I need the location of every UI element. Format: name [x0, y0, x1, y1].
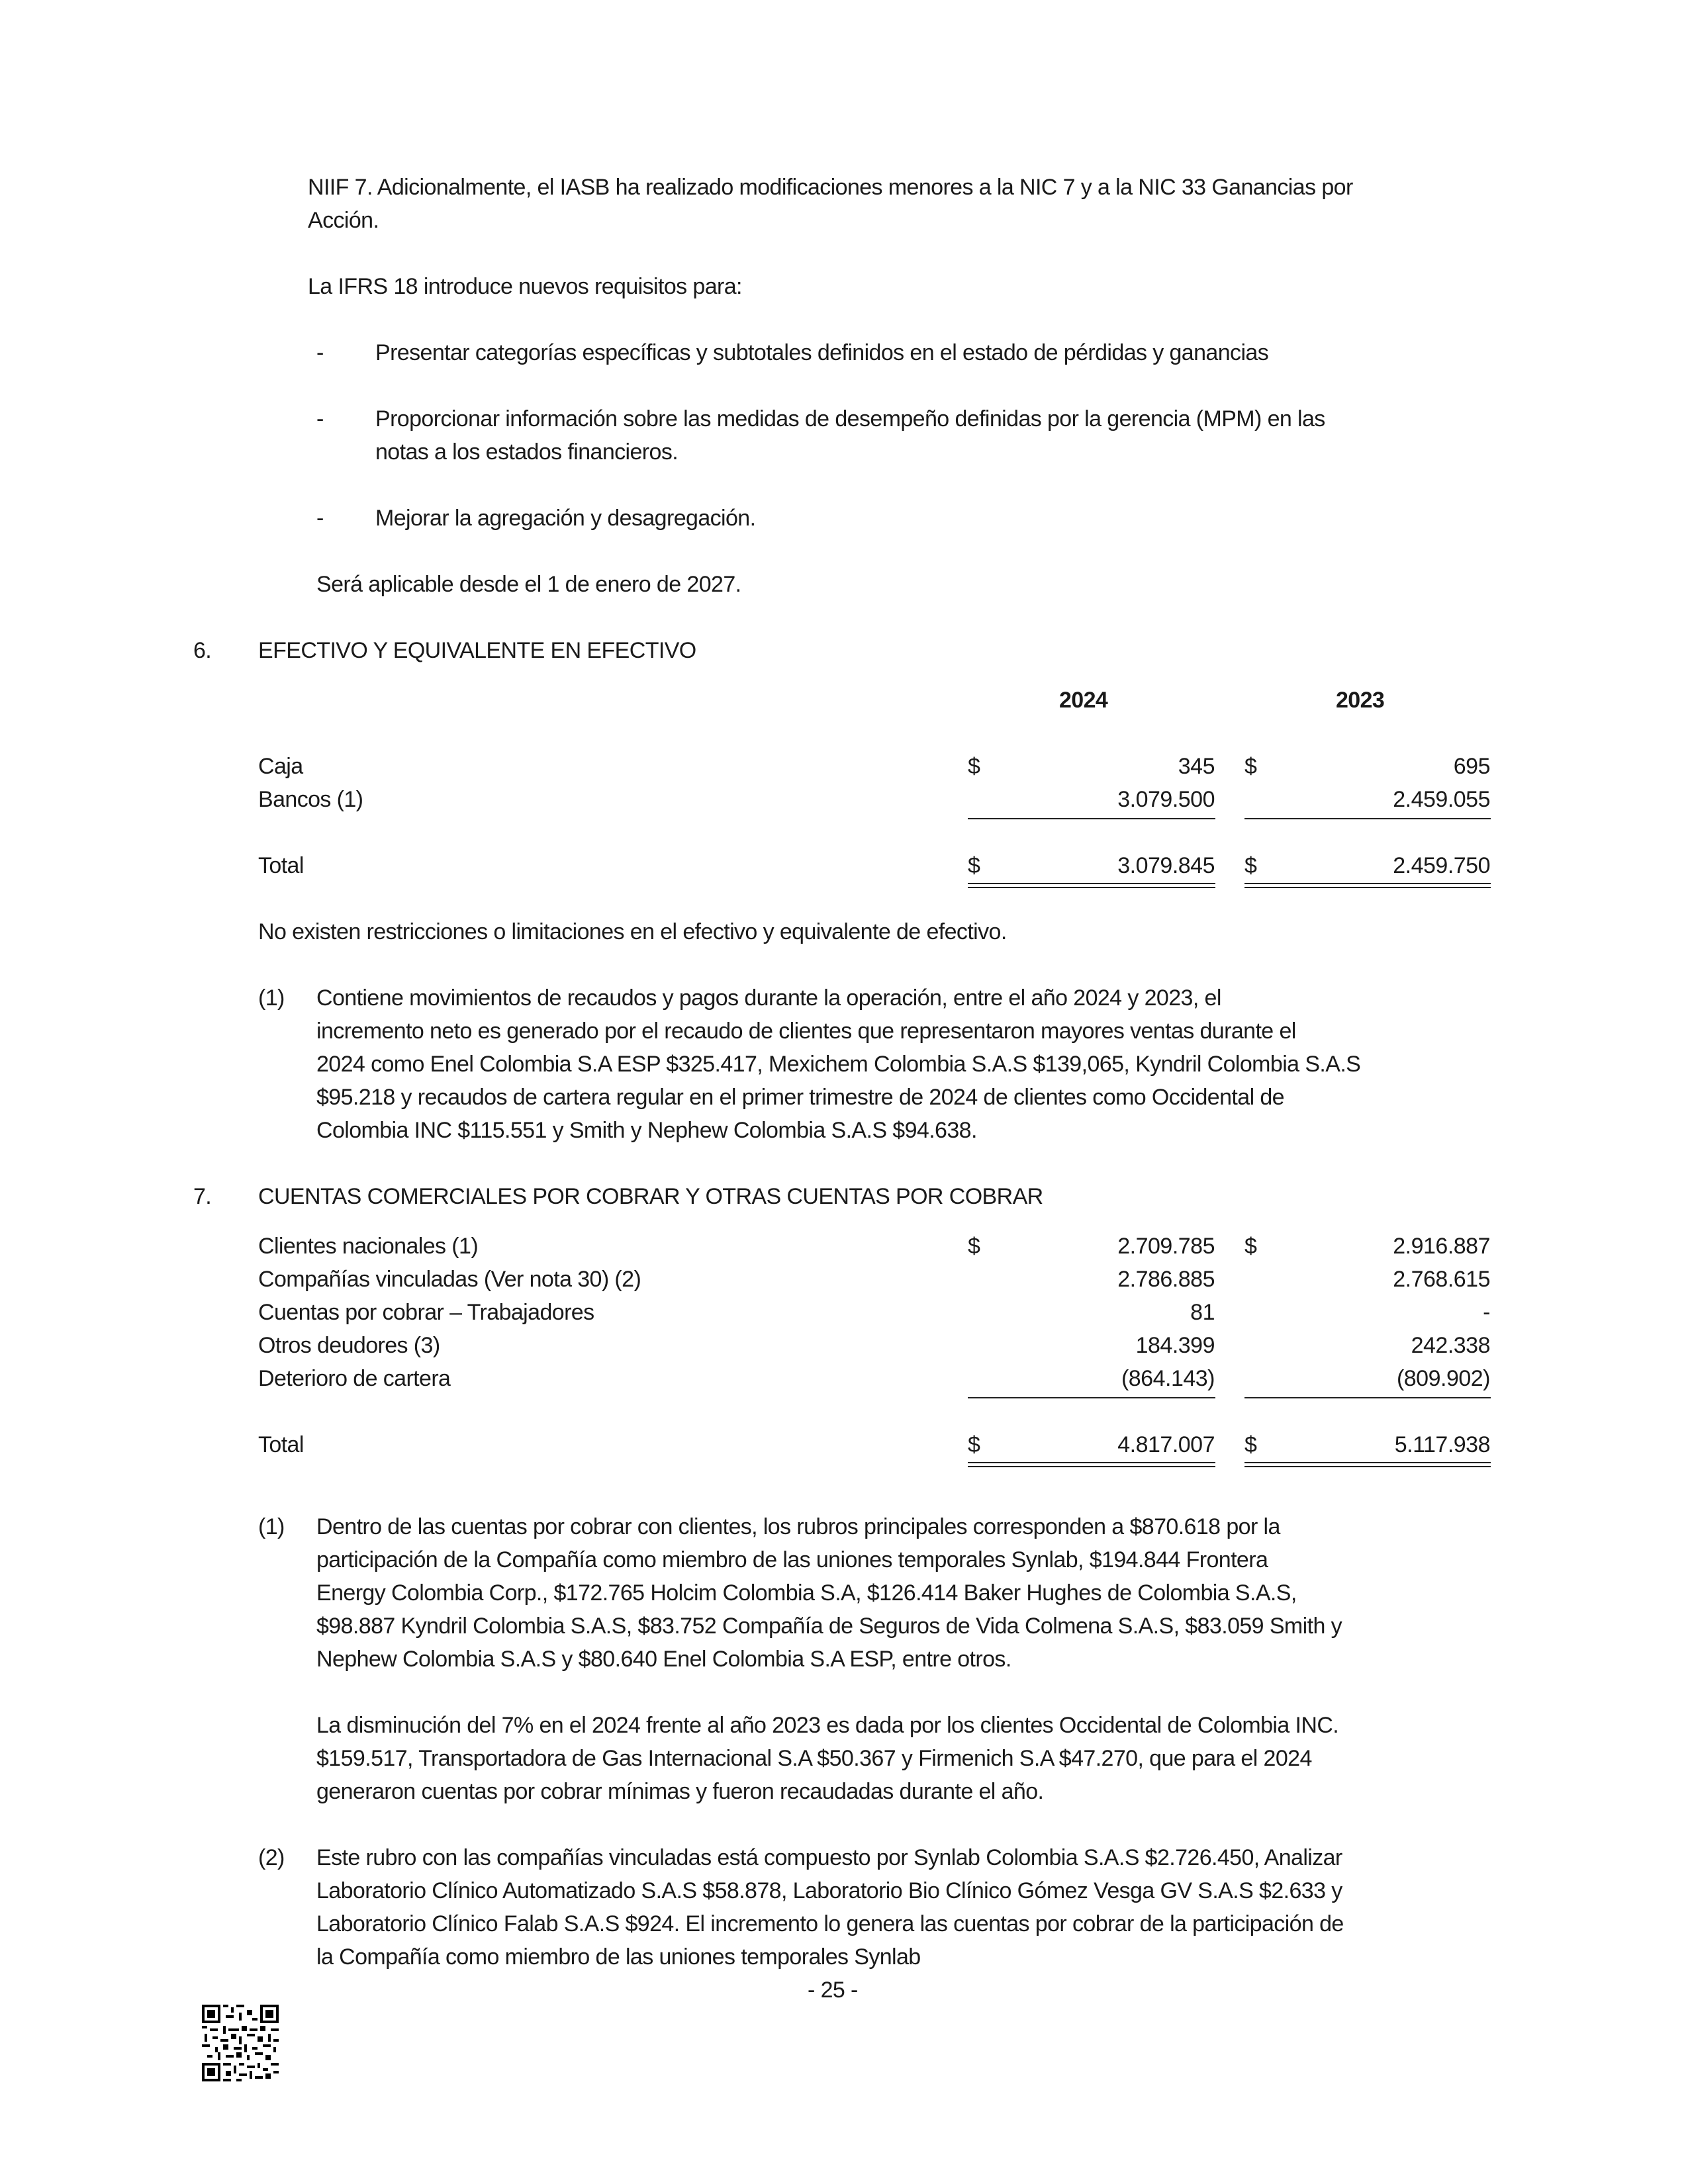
footnote-line: La disminución del 7% en el 2024 frente al año 2023 es dada por los clientes Occidental de Colombia INC. — [316, 1713, 1339, 1738]
currency-sign: $ — [968, 1432, 980, 1457]
section-7-title: CUENTAS COMERCIALES POR COBRAR Y OTRAS CUENTAS POR COBRAR — [258, 1184, 1043, 1209]
total-2023: 5.117.938 — [1394, 1432, 1490, 1457]
footnote-line: Colombia INC $115.551 y Smith y Nephew Colombia S.A.S $94.638. — [316, 1118, 977, 1143]
footnote-marker: (2) — [258, 1845, 285, 1870]
intro-line-2: Acción. — [308, 208, 379, 233]
total-label: Total — [258, 853, 304, 878]
footnote-line: la Compañía como miembro de las uniones temporales Synlab — [316, 1944, 921, 1970]
value-2024: 2.786.885 — [1117, 1267, 1215, 1292]
currency-sign: $ — [968, 853, 980, 878]
column-header-2023: 2023 — [1336, 688, 1385, 713]
subtotal-rule — [1244, 1397, 1491, 1398]
footnote-marker: (1) — [258, 985, 285, 1011]
total-2024: 4.817.007 — [1117, 1432, 1215, 1457]
footnote-line: $159.517, Transportadora de Gas Internacional S.A $50.367 y Firmenich S.A $47.270, que para el 2024 — [316, 1746, 1312, 1771]
total-double-rule — [968, 1462, 1215, 1467]
column-header-2024: 2024 — [1059, 688, 1108, 713]
row-label: Otros deudores (3) — [258, 1333, 440, 1358]
value-2023: 2.459.055 — [1393, 787, 1490, 812]
currency-sign: $ — [968, 754, 980, 779]
subtotal-rule — [1244, 818, 1491, 819]
footnote-line: Nephew Colombia S.A.S y $80.640 Enel Colombia S.A ESP, entre otros. — [316, 1647, 1011, 1672]
page-number: - 25 - — [808, 1978, 858, 2003]
currency-sign: $ — [968, 1234, 980, 1259]
intro-line-1: NIIF 7. Adicionalmente, el IASB ha realizado modificaciones menores a la NIC 7 y a la NIC 33 Ganancias por — [308, 175, 1353, 200]
subtotal-rule — [968, 818, 1215, 819]
total-label: Total — [258, 1432, 304, 1457]
row-label: Deterioro de cartera — [258, 1366, 451, 1391]
total-2023: 2.459.750 — [1393, 853, 1490, 878]
row-label-bancos: Bancos (1) — [258, 787, 363, 812]
total-double-rule — [1244, 1462, 1491, 1467]
footnote-line: $95.218 y recaudos de cartera regular en el primer trimestre de 2024 de clientes como Occidental de — [316, 1085, 1284, 1110]
section-6-title: EFECTIVO Y EQUIVALENTE EN EFECTIVO — [258, 638, 696, 663]
bullet-text: notas a los estados financieros. — [375, 439, 679, 465]
footnote-line: Laboratorio Clínico Automatizado S.A.S $58.878, Laboratorio Bio Clínico Gómez Vesga GV S.A.S $2.633 y — [316, 1878, 1342, 1903]
value-2024: 184.399 — [1135, 1333, 1215, 1358]
row-label-caja: Caja — [258, 754, 303, 779]
value-2024: 2.709.785 — [1117, 1234, 1215, 1259]
footnote-line: Dentro de las cuentas por cobrar con clientes, los rubros principales corresponden a $870.618 por la — [316, 1514, 1280, 1539]
section-6-number: 6. — [193, 638, 212, 663]
subtotal-rule — [968, 1397, 1215, 1398]
value-2024: 81 — [1190, 1300, 1215, 1325]
total-2024: 3.079.845 — [1117, 853, 1215, 878]
section-7-number: 7. — [193, 1184, 212, 1209]
bullet-dash: - — [316, 406, 324, 432]
value-2024: 345 — [1178, 754, 1215, 779]
footnote-line: Energy Colombia Corp., $172.765 Holcim Colombia S.A, $126.414 Baker Hughes de Colombia S.A.S, — [316, 1580, 1297, 1606]
row-label: Clientes nacionales (1) — [258, 1234, 479, 1259]
footnote-line: generaron cuentas por cobrar mínimas y fueron recaudadas durante el año. — [316, 1779, 1044, 1804]
footnote-line: Contiene movimientos de recaudos y pagos durante la operación, entre el año 2024 y 2023, el — [316, 985, 1221, 1011]
currency-sign: $ — [1244, 1234, 1257, 1259]
row-label: Compañías vinculadas (Ver nota 30) (2) — [258, 1267, 641, 1292]
value-2023: 695 — [1453, 754, 1490, 779]
footnote-line: participación de la Compañía como miembro de las uniones temporales Synlab, $194.844 Frontera — [316, 1547, 1268, 1572]
value-2024: (864.143) — [1121, 1366, 1215, 1391]
currency-sign: $ — [1244, 1432, 1257, 1457]
footnote-marker: (1) — [258, 1514, 285, 1539]
no-restrictions-note: No existen restricciones o limitaciones en el efectivo y equivalente de efectivo. — [258, 919, 1007, 944]
bullet-dash: - — [316, 506, 324, 531]
total-double-rule — [1244, 883, 1491, 888]
bullet-dash: - — [316, 340, 324, 365]
value-2024: 3.079.500 — [1117, 787, 1215, 812]
bullet-text: Mejorar la agregación y desagregación. — [375, 506, 756, 531]
currency-sign: $ — [1244, 754, 1257, 779]
footnote-line: 2024 como Enel Colombia S.A ESP $325.417, Mexichem Colombia S.A.S $139,065, Kyndril Colombia S.A.S — [316, 1052, 1361, 1077]
footnote-line: Este rubro con las compañías vinculadas está compuesto por Synlab Colombia S.A.S $2.726.450, Analizar — [316, 1845, 1342, 1870]
currency-sign: $ — [1244, 853, 1257, 878]
row-label: Cuentas por cobrar – Trabajadores — [258, 1300, 594, 1325]
bullet-text: Presentar categorías específicas y subtotales definidos en el estado de pérdidas y ganancias — [375, 340, 1269, 365]
applicable-date: Será aplicable desde el 1 de enero de 2027. — [316, 572, 741, 597]
total-double-rule — [968, 883, 1215, 888]
value-2023: 2.768.615 — [1393, 1267, 1490, 1292]
value-2023: 2.916.887 — [1393, 1234, 1490, 1259]
value-2023: (809.902) — [1396, 1366, 1490, 1391]
qr-code-icon — [202, 2004, 279, 2082]
footnote-line: Laboratorio Clínico Falab S.A.S $924. El incremento lo genera las cuentas por cobrar de la participación de — [316, 1911, 1344, 1936]
footnote-line: incremento neto es generado por el recaudo de clientes que representaron mayores ventas durante el — [316, 1019, 1296, 1044]
value-2023: - — [1483, 1300, 1490, 1325]
value-2023: 242.338 — [1411, 1333, 1490, 1358]
footnote-line: $98.887 Kyndril Colombia S.A.S, $83.752 Compañía de Seguros de Vida Colmena S.A.S, $83.059 Smith y — [316, 1614, 1342, 1639]
ifrs-lead: La IFRS 18 introduce nuevos requisitos para: — [308, 274, 742, 299]
bullet-text: Proporcionar información sobre las medidas de desempeño definidas por la gerencia (MPM) en las — [375, 406, 1325, 432]
